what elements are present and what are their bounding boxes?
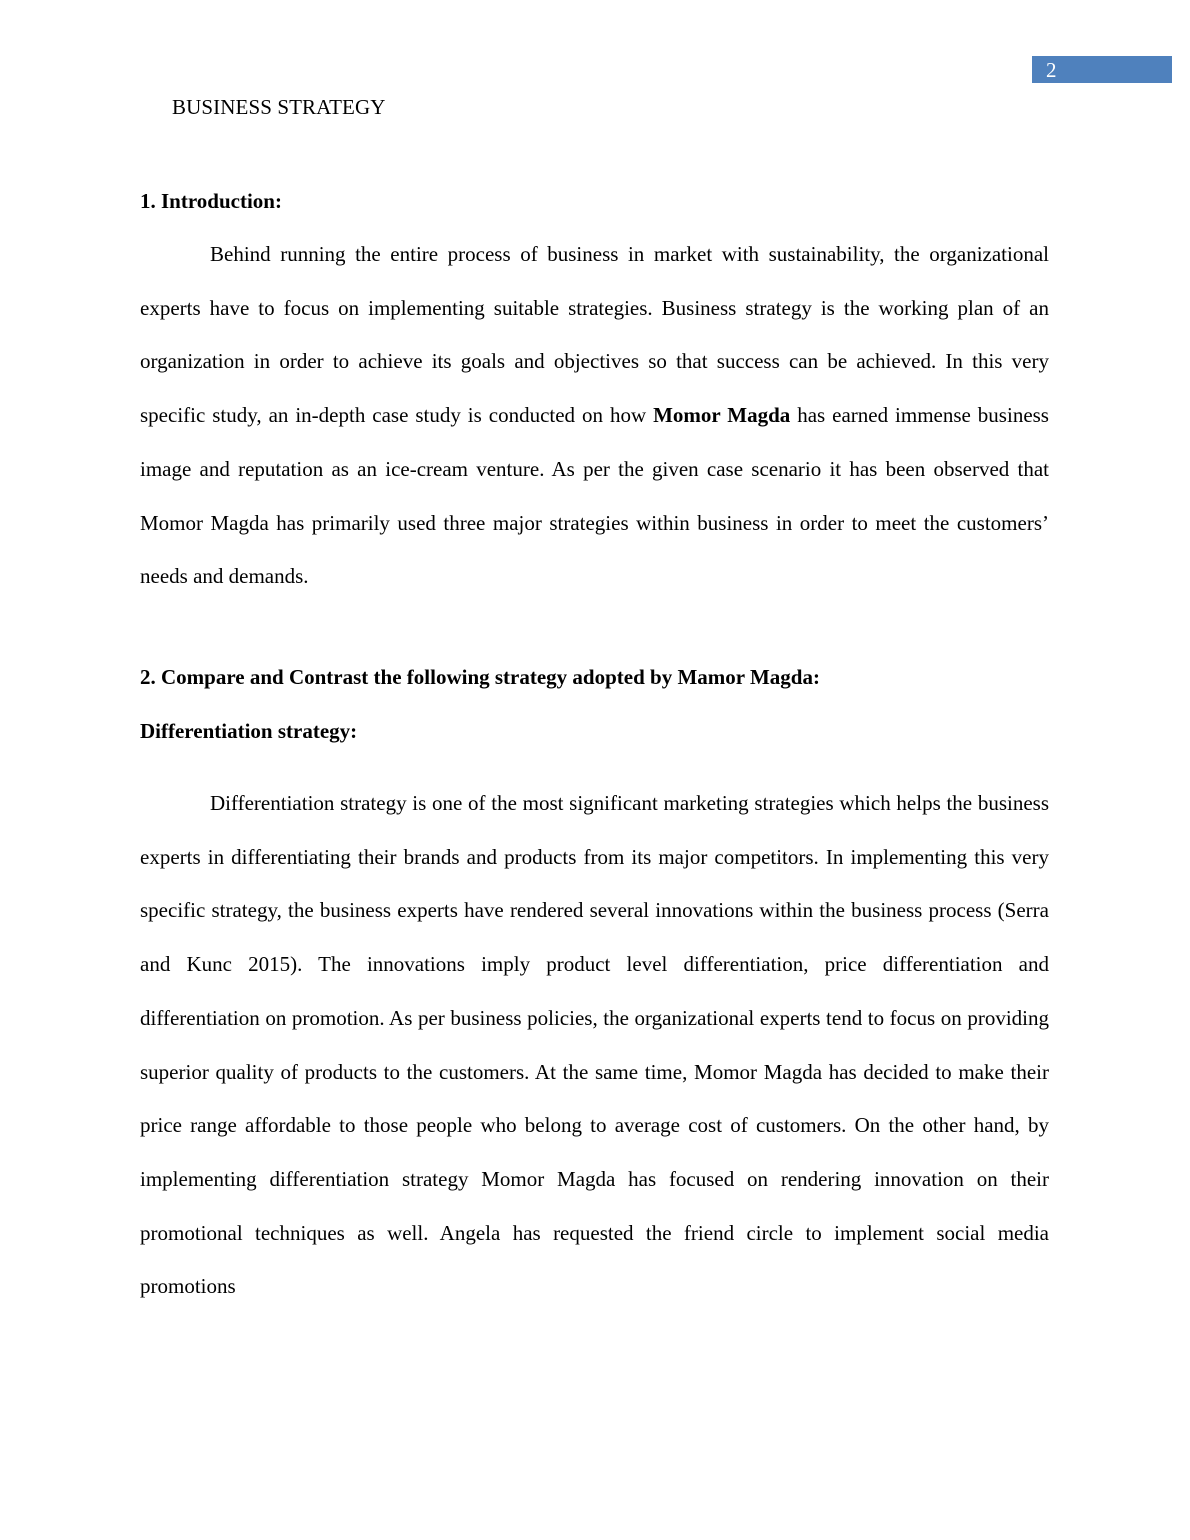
section-heading-compare: 2. Compare and Contrast the following strategy adopted by Mamor Magda: xyxy=(140,665,820,689)
intro-bold-name: Momor Magda xyxy=(653,403,791,428)
running-header: BUSINESS STRATEGY xyxy=(172,95,386,119)
subheading-differentiation: Differentiation strategy: xyxy=(140,719,358,743)
intro-text-part-1: Behind running the entire process of business in market with sustainability, the organizational experts have to focus on implementing suitable strategies. Business strategy is the working plan of an organization in order to achieve its goals and objectives so that success can be achieved. In this very specific study, an in-depth case study is conducted on how xyxy=(140,242,1049,428)
differentiation-paragraph: Differentiation strategy is one of the most significant marketing strategies which helps the business experts in differentiating their brands and products from its major competitors. In implementing this very specific strategy, the business experts have rendered several innovations within the business process (Serra and Kunc 2015). The innovations imply product level differentiation, price differentiation and differentiation on promotion. As per business policies, the organizational experts tend to focus on providing superior quality of products to the customers. At the same time, Momor Magda has decided to make their price range affordable to those people who belong to average cost of customers. On the other hand, by implementing differentiation strategy Momor Magda has focused on rendering innovation on their promotional techniques as well. Angela has requested the friend circle to implement social media promotions xyxy=(140,791,1049,1299)
section-heading-introduction: 1. Introduction: xyxy=(140,189,282,213)
introduction-paragraph xyxy=(140,228,1049,604)
intro-text-part-2: has earned immense business image and reputation as an ice-cream venture. As per the given case scenario it has been observed that Momor Magda has primarily used three major strategies within business in order to meet the customers’ needs and demands. xyxy=(140,403,1049,589)
page-number: 2 xyxy=(1046,58,1057,82)
